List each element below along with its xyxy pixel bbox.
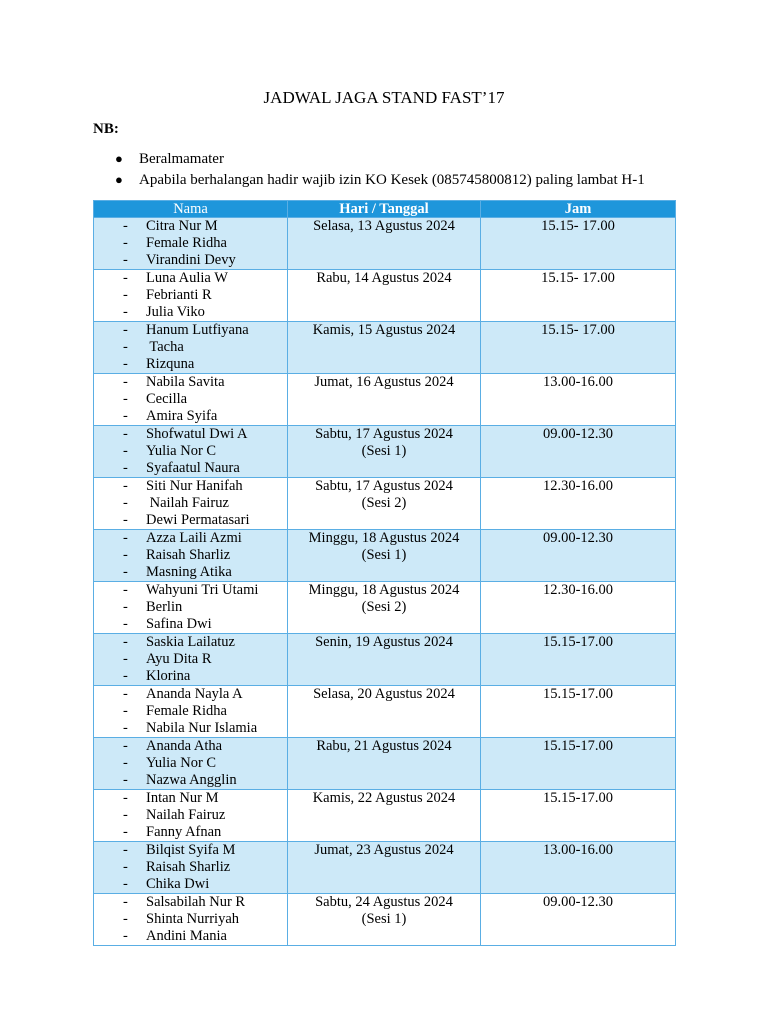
name-item — [94, 374, 287, 391]
name-item — [94, 668, 287, 685]
names-cell — [94, 426, 288, 478]
name-item — [94, 218, 287, 235]
table-row — [94, 374, 676, 426]
name-item — [94, 738, 287, 755]
name-item — [94, 720, 287, 737]
day-cell — [288, 686, 481, 738]
dash-icon: - — [123, 339, 128, 355]
person-name: Nailah Fairuz — [146, 807, 226, 823]
note-text: Beralmamater — [139, 151, 224, 167]
person-name: Febrianti R — [146, 287, 212, 303]
person-name: Intan Nur M — [146, 790, 219, 806]
dash-icon: - — [123, 755, 128, 771]
session-label: (Sesi 1) — [361, 547, 407, 563]
person-name: Syafaatul Naura — [146, 460, 240, 476]
person-name: Nabila Nur Islamia — [146, 720, 258, 736]
person-name: Cecilla — [146, 391, 188, 407]
name-item — [94, 495, 287, 512]
dash-icon: - — [123, 703, 128, 719]
table-row — [94, 582, 676, 634]
dash-icon: - — [123, 304, 128, 320]
day-date: Selasa, 20 Agustus 2024 — [313, 686, 455, 702]
table-row — [94, 738, 676, 790]
dash-icon: - — [123, 218, 128, 234]
day-date: Sabtu, 17 Agustus 2024 — [315, 478, 453, 494]
table-row — [94, 842, 676, 894]
person-name: Fanny Afnan — [146, 824, 222, 840]
person-name: Dewi Permatasari — [146, 512, 250, 528]
time-cell: 12.30-16.00 — [481, 478, 676, 530]
person-name: Raisah Sharliz — [146, 859, 231, 875]
person-name: Berlin — [146, 599, 183, 615]
name-item — [94, 894, 287, 911]
names-cell — [94, 478, 288, 530]
session-label: (Sesi 1) — [361, 443, 407, 459]
day-date: Minggu, 18 Agustus 2024 — [308, 530, 460, 546]
time-cell: 15.15-17.00 — [481, 686, 676, 738]
day-cell — [288, 322, 481, 374]
person-name: Hanum Lutfiyana — [146, 322, 249, 338]
dash-icon: - — [123, 374, 128, 390]
name-item — [94, 876, 287, 893]
day-cell — [288, 790, 481, 842]
day-date: Rabu, 14 Agustus 2024 — [316, 270, 452, 286]
name-item — [94, 824, 287, 841]
table-row — [94, 790, 676, 842]
time-cell: 15.15-17.00 — [481, 634, 676, 686]
day-cell — [288, 634, 481, 686]
document-title: JADWAL JAGA STAND FAST’17 — [263, 88, 505, 107]
names-list — [94, 426, 287, 477]
notes-list — [93, 150, 733, 192]
dash-icon: - — [123, 738, 128, 754]
person-name: Azza Laili Azmi — [146, 530, 242, 546]
dash-icon: - — [123, 530, 128, 546]
time-cell: 13.00-16.00 — [481, 374, 676, 426]
dash-icon: - — [123, 512, 128, 528]
person-name: Andini Mania — [146, 928, 227, 944]
name-item — [94, 304, 287, 321]
name-item — [94, 547, 287, 564]
name-item — [94, 772, 287, 789]
header-nama: Nama — [94, 201, 288, 218]
schedule-table — [93, 200, 676, 946]
names-list — [94, 218, 287, 269]
name-item — [94, 911, 287, 928]
name-item — [94, 443, 287, 460]
session-label: (Sesi 2) — [361, 495, 407, 511]
day-date: Kamis, 22 Agustus 2024 — [312, 790, 456, 806]
table-header-row — [94, 201, 676, 218]
time-cell: 13.00-16.00 — [481, 842, 676, 894]
dash-icon: - — [123, 894, 128, 910]
person-name: Female Ridha — [146, 235, 227, 251]
dash-icon: - — [123, 408, 128, 424]
name-item — [94, 686, 287, 703]
names-list — [94, 270, 287, 321]
dash-icon: - — [123, 235, 128, 251]
person-name: Raisah Sharliz — [146, 547, 231, 563]
day-date: Sabtu, 17 Agustus 2024 — [315, 426, 453, 442]
dash-icon: - — [123, 859, 128, 875]
dash-icon: - — [123, 772, 128, 788]
names-list — [94, 582, 287, 633]
dash-icon: - — [123, 790, 128, 806]
name-item — [94, 530, 287, 547]
person-name: Saskia Lailatuz — [146, 634, 235, 650]
dash-icon: - — [123, 720, 128, 736]
person-name: Shofwatul Dwi A — [146, 426, 248, 442]
names-list — [94, 686, 287, 737]
names-cell — [94, 270, 288, 322]
nb-label: NB: — [93, 121, 119, 137]
names-list — [94, 842, 287, 893]
session-label: (Sesi 2) — [361, 599, 407, 615]
name-item — [94, 807, 287, 824]
person-name: Citra Nur M — [146, 218, 218, 234]
dash-icon: - — [123, 824, 128, 840]
note-text: Apabila berhalangan hadir wajib izin KO Kesek (085745800812) paling lambat H-1 — [139, 172, 645, 188]
day-date: Sabtu, 24 Agustus 2024 — [315, 894, 453, 910]
person-name: Shinta Nurriyah — [146, 911, 240, 927]
names-list — [94, 894, 287, 945]
day-cell — [288, 842, 481, 894]
day-cell — [288, 894, 481, 946]
table-row — [94, 478, 676, 530]
person-name: Nazwa Angglin — [146, 772, 237, 788]
name-item — [94, 235, 287, 252]
day-cell — [288, 270, 481, 322]
names-list — [94, 530, 287, 581]
name-item — [94, 408, 287, 425]
time-cell: 09.00-12.30 — [481, 426, 676, 478]
names-cell — [94, 738, 288, 790]
person-name: Safina Dwi — [146, 616, 212, 632]
names-cell — [94, 530, 288, 582]
day-cell — [288, 374, 481, 426]
header-hari-tanggal: Hari / Tanggal — [288, 201, 481, 218]
bullet-icon: ● — [115, 151, 123, 166]
person-name: Virandini Devy — [146, 252, 236, 268]
names-cell — [94, 374, 288, 426]
dash-icon: - — [123, 443, 128, 459]
table-row — [94, 686, 676, 738]
names-cell — [94, 218, 288, 270]
dash-icon: - — [123, 842, 128, 858]
table-row — [94, 426, 676, 478]
names-list — [94, 374, 287, 425]
person-name: Yulia Nor C — [146, 443, 217, 459]
dash-icon: - — [123, 651, 128, 667]
person-name: Rizquna — [146, 356, 195, 372]
dash-icon: - — [123, 547, 128, 563]
header-jam: Jam — [481, 201, 676, 218]
name-item — [94, 564, 287, 581]
day-cell — [288, 426, 481, 478]
table-body — [94, 218, 676, 946]
name-item — [94, 426, 287, 443]
note-item — [93, 150, 733, 171]
session-label: (Sesi 1) — [361, 911, 407, 927]
person-name: Bilqist Syifa M — [146, 842, 236, 858]
day-cell — [288, 738, 481, 790]
person-name: Chika Dwi — [146, 876, 210, 892]
day-date: Jumat, 23 Agustus 2024 — [314, 842, 454, 858]
dash-icon: - — [123, 460, 128, 476]
day-date: Senin, 19 Agustus 2024 — [315, 634, 453, 650]
names-cell — [94, 790, 288, 842]
dash-icon: - — [123, 356, 128, 372]
names-cell — [94, 842, 288, 894]
dash-icon: - — [123, 876, 128, 892]
dash-icon: - — [123, 426, 128, 442]
name-item — [94, 928, 287, 945]
dash-icon: - — [123, 564, 128, 580]
name-item — [94, 634, 287, 651]
note-item — [93, 171, 733, 192]
name-item — [94, 859, 287, 876]
person-name: Julia Viko — [146, 304, 205, 320]
dash-icon: - — [123, 668, 128, 684]
time-cell: 09.00-12.30 — [481, 894, 676, 946]
dash-icon: - — [123, 287, 128, 303]
name-item — [94, 356, 287, 373]
names-cell — [94, 634, 288, 686]
day-date: Rabu, 21 Agustus 2024 — [316, 738, 452, 754]
person-name: Masning Atika — [146, 564, 232, 580]
name-item — [94, 339, 287, 356]
table-row — [94, 270, 676, 322]
dash-icon: - — [123, 391, 128, 407]
name-item — [94, 252, 287, 269]
name-item — [94, 599, 287, 616]
dash-icon: - — [123, 252, 128, 268]
day-date: Minggu, 18 Agustus 2024 — [308, 582, 460, 598]
person-name: Nabila Savita — [146, 374, 225, 390]
table-row — [94, 634, 676, 686]
name-item — [94, 287, 287, 304]
names-list — [94, 478, 287, 529]
names-list — [94, 738, 287, 789]
day-cell — [288, 530, 481, 582]
name-item — [94, 512, 287, 529]
person-name: Klorina — [146, 668, 191, 684]
person-name: Ananda Nayla A — [146, 686, 243, 702]
person-name: Yulia Nor C — [146, 755, 217, 771]
person-name: Ananda Atha — [146, 738, 223, 754]
person-name: Ayu Dita R — [146, 651, 212, 667]
name-item — [94, 755, 287, 772]
name-item — [94, 582, 287, 599]
time-cell: 12.30-16.00 — [481, 582, 676, 634]
names-cell — [94, 894, 288, 946]
day-cell — [288, 218, 481, 270]
dash-icon: - — [123, 599, 128, 615]
name-item — [94, 616, 287, 633]
name-item — [94, 651, 287, 668]
person-name: Female Ridha — [146, 703, 227, 719]
name-item — [94, 478, 287, 495]
person-name: Nailah Fairuz — [146, 495, 229, 511]
name-item — [94, 703, 287, 720]
dash-icon: - — [123, 686, 128, 702]
dash-icon: - — [123, 495, 128, 511]
names-cell — [94, 582, 288, 634]
person-name: Amira Syifa — [146, 408, 218, 424]
name-item — [94, 790, 287, 807]
person-name: Tacha — [146, 339, 184, 355]
names-list — [94, 790, 287, 841]
person-name: Siti Nur Hanifah — [146, 478, 243, 494]
dash-icon: - — [123, 616, 128, 632]
names-cell — [94, 322, 288, 374]
time-cell: 15.15-17.00 — [481, 790, 676, 842]
table-row — [94, 322, 676, 374]
dash-icon: - — [123, 582, 128, 598]
time-cell: 15.15- 17.00 — [481, 218, 676, 270]
person-name: Wahyuni Tri Utami — [146, 582, 259, 598]
dash-icon: - — [123, 478, 128, 494]
bullet-icon: ● — [115, 172, 123, 187]
dash-icon: - — [123, 911, 128, 927]
time-cell: 09.00-12.30 — [481, 530, 676, 582]
names-list — [94, 634, 287, 685]
day-cell — [288, 582, 481, 634]
dash-icon: - — [123, 322, 128, 338]
day-date: Jumat, 16 Agustus 2024 — [314, 374, 454, 390]
names-list — [94, 322, 287, 373]
person-name: Salsabilah Nur R — [146, 894, 246, 910]
name-item — [94, 391, 287, 408]
dash-icon: - — [123, 634, 128, 650]
dash-icon: - — [123, 928, 128, 944]
name-item — [94, 322, 287, 339]
time-cell: 15.15- 17.00 — [481, 322, 676, 374]
names-cell — [94, 686, 288, 738]
name-item — [94, 460, 287, 477]
day-cell — [288, 478, 481, 530]
table-row — [94, 218, 676, 270]
dash-icon: - — [123, 807, 128, 823]
name-item — [94, 270, 287, 287]
dash-icon: - — [123, 270, 128, 286]
day-date: Selasa, 13 Agustus 2024 — [313, 218, 455, 234]
name-item — [94, 842, 287, 859]
table-row — [94, 894, 676, 946]
day-date: Kamis, 15 Agustus 2024 — [312, 322, 456, 338]
time-cell: 15.15-17.00 — [481, 738, 676, 790]
person-name: Luna Aulia W — [146, 270, 228, 286]
time-cell: 15.15- 17.00 — [481, 270, 676, 322]
table-row — [94, 530, 676, 582]
